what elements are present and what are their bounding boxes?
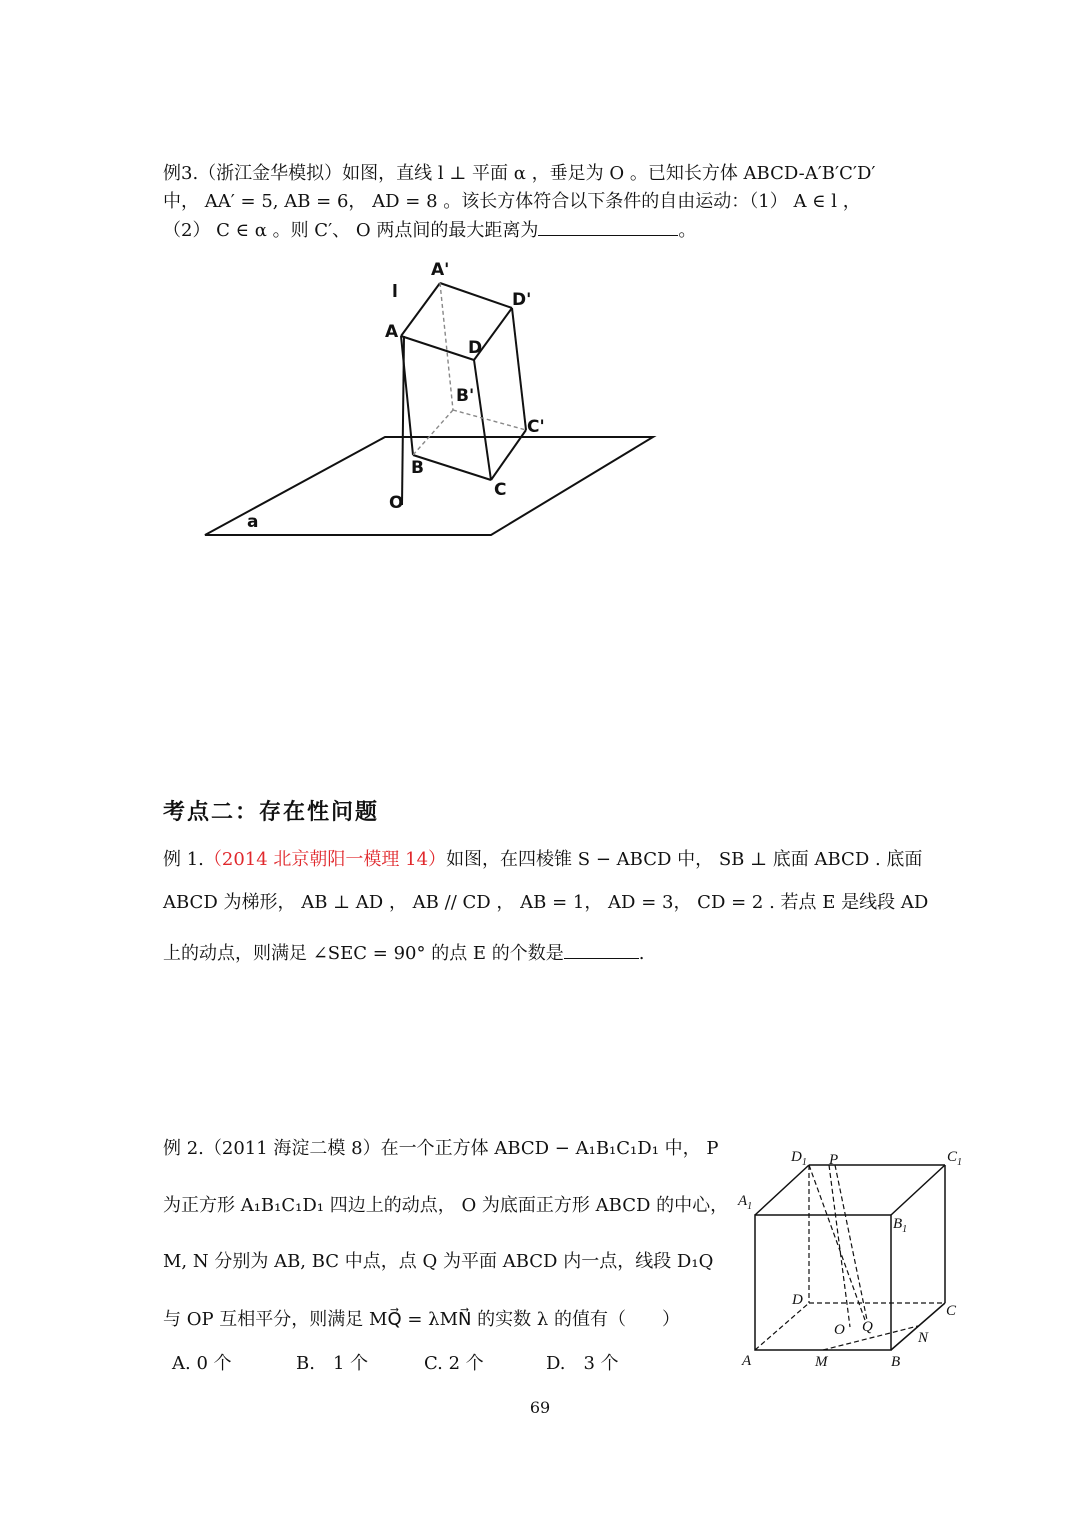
ex2-2-line-1: 例 2.（2011 海淀二模 8）在一个正方体 ABCD − A₁B₁C₁D₁ 中， P [163,1138,719,1159]
ex2-2-line-4: 与 OP 互相平分，则满足 MQ⃗ = λMN⃗ 的实数 λ 的值有（ ） [163,1309,681,1330]
cube-label-c1: $C_1$ [947,1149,963,1168]
answer-blank-2 [564,940,639,959]
label-alpha: a [247,512,259,532]
cube-label-c: C [946,1303,957,1319]
ex2-1-line-1-rest: 如图，在四棱锥 S − ABCD 中， SB ⊥ 底面 ABCD . 底面 [446,849,923,870]
label-l: l [392,282,398,302]
label-b-prime: B' [456,386,475,406]
ex3-line-3-end: 。 [678,220,697,241]
cube-label-b: B [891,1354,901,1370]
cube-label-d1: $D_1$ [791,1149,807,1168]
label-c: C [494,480,507,500]
cube-label-q: Q [862,1319,873,1335]
ex2-1-line-2: ABCD 为梯形， AB ⊥ AD ， AB // CD ， AB = 1， AD = 3， CD = 2 . 若点 E 是线段 AD [163,892,929,913]
cube-label-n: N [918,1330,929,1346]
ex2-1-line-1 [163,846,922,874]
ex3-line-3-text: （2） C ∈ α 。则 C′、 O 两点间的最大距离为 [163,220,539,241]
ex2-2-line-3: M, N 分别为 AB, BC 中点，点 Q 为平面 ABCD 内一点，线段 D₁Q [163,1251,714,1272]
label-a-prime: A' [431,260,450,280]
label-o: O [389,493,404,513]
label-a: A [385,322,399,342]
option-d: D. 3 个 [546,1353,619,1374]
ex2-1-line-3-text: 上的动点，则满足 ∠SEC = 90° 的点 E 的个数是 [163,943,564,964]
plane-alpha [205,437,653,535]
ex3-line-1: 例3.（浙江金华模拟）如图，直线 l ⊥ 平面 α ，垂足为 O 。已知长方体 ABCD-A′B′C′D′ [163,163,876,184]
cube-label-m: M [815,1354,828,1370]
label-d-prime: D' [512,290,532,310]
ex3-line-2: 中， AA′ = 5, AB = 6， AD = 8 。该长方体符合以下条件的自由运动：（1） A ∈ l ， [163,191,861,212]
page-number: 69 [529,1398,551,1417]
cube-label-p: P [829,1152,839,1168]
label-b: B [411,458,424,478]
figure-cube [755,1165,945,1350]
cube-label-b1: $B_1$ [893,1216,908,1235]
label-d: D [468,338,483,358]
ex2-1-line-3-end: . [638,943,645,964]
ex2-2-line-2: 为正方形 A₁B₁C₁D₁ 四边上的动点， O 为底面正方形 ABCD 的中心， [163,1195,729,1216]
label-c-prime: C' [527,417,545,437]
ex2-1-prefix: 例 1. [163,849,204,870]
cube-label-a1: $A_1$ [738,1193,753,1212]
option-a: A. 0 个 [172,1353,232,1374]
ex2-1-source: （2014 北京朝阳一模理 14） [203,849,447,870]
option-b: B. 1 个 [296,1353,369,1374]
cube-label-d: D [792,1292,803,1308]
cube-label-a: A [742,1353,752,1369]
section-heading: 考点二：存在性问题 [163,800,380,825]
option-c: C. 2 个 [424,1353,484,1374]
cube-label-o: O [834,1322,845,1338]
ex2-1-line-3 [163,940,645,968]
